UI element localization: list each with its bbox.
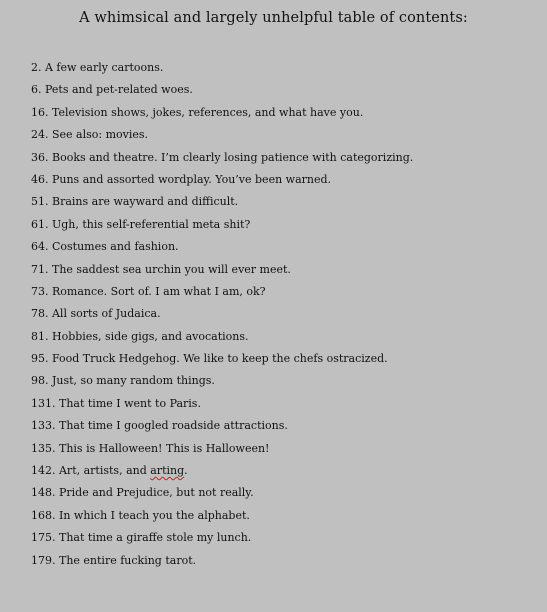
toc-entry: 6. Pets and pet-related woes.: [31, 83, 193, 97]
toc-entry: 64. Costumes and fashion.: [31, 240, 179, 254]
spellcheck-flagged-word[interactable]: arting: [150, 464, 185, 478]
toc-entry: 71. The saddest sea urchin you will ever meet.: [31, 262, 291, 276]
toc-entry-text: 142. Art, artists, and: [31, 464, 151, 478]
toc-entry: 2. A few early cartoons.: [31, 61, 164, 74]
toc-entry: 73. Romance. Sort of. I am what I am, ok?: [31, 284, 266, 298]
toc-entry: 148. Pride and Prejudice, but not really.: [31, 486, 254, 500]
toc-entry: 133. That time I googled roadside attractions.: [31, 419, 288, 433]
toc-entry-text: .: [184, 464, 188, 478]
toc-entry: 175. That time a giraffe stole my lunch.: [31, 531, 252, 545]
toc-entry: 61. Ugh, this self-referential meta shit?: [31, 217, 251, 231]
toc-entry: 51. Brains are wayward and difficult.: [31, 195, 239, 209]
toc-entry: 16. Television shows, jokes, references, and what have you.: [31, 105, 364, 119]
page-title: A whimsical and largely unhelpful table of contents:: [79, 10, 468, 26]
toc-entry: 135. This is Halloween! This is Halloween!: [31, 441, 270, 455]
toc-entry: 81. Hobbies, side gigs, and avocations.: [31, 329, 249, 343]
toc-entry: 131. That time I went to Paris.: [31, 396, 201, 410]
toc-entry: 98. Just, so many random things.: [31, 374, 215, 388]
toc-entry: 24. See also: movies.: [31, 128, 149, 142]
toc-entry: 36. Books and theatre. I’m clearly losing patience with categorizing.: [31, 150, 414, 164]
toc-entry: [31, 462, 413, 484]
toc-entry: 168. In which I teach you the alphabet.: [31, 508, 250, 522]
toc-entry: 179. The entire fucking tarot.: [31, 553, 197, 567]
toc-entry: 78. All sorts of Judaica.: [31, 307, 161, 321]
toc-entry: 46. Puns and assorted wordplay. You’ve been warned.: [31, 172, 332, 186]
toc-entry: 95. Food Truck Hedgehog. We like to keep the chefs ostracized.: [31, 352, 388, 366]
table-of-contents: [31, 59, 413, 574]
